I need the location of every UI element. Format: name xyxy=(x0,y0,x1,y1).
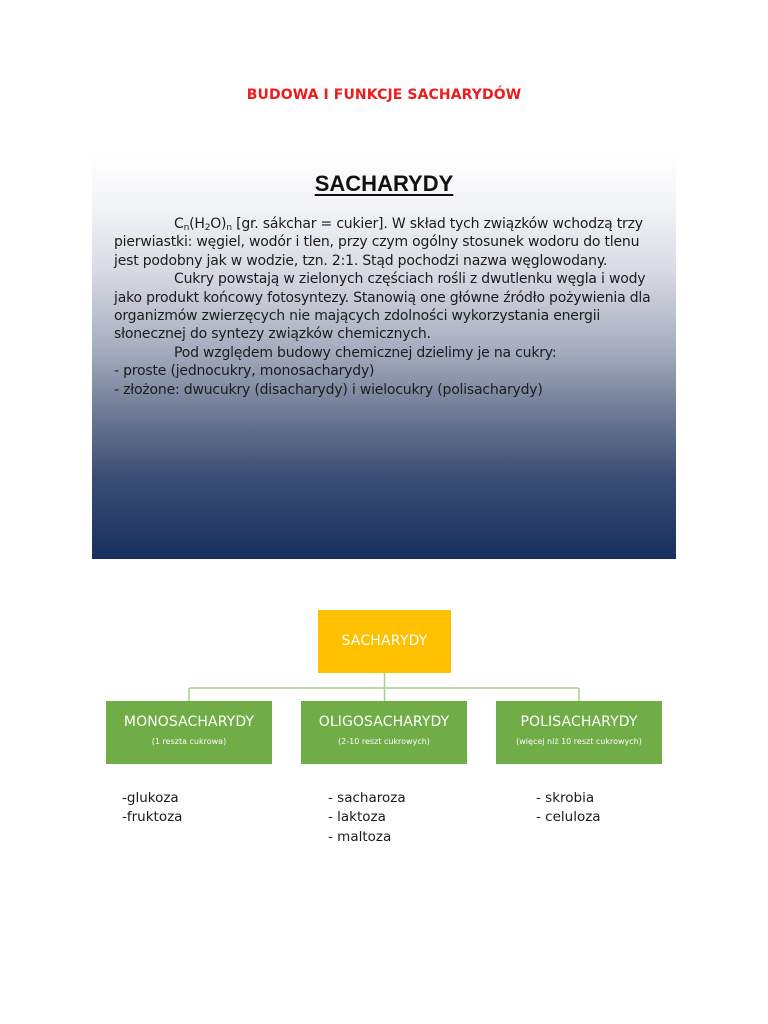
chart-node-oligosacharydy xyxy=(301,701,467,764)
node-label: MONOSACHARYDY xyxy=(123,714,255,730)
chart-node-monosacharydy xyxy=(106,701,272,764)
chemical-formula xyxy=(174,216,232,232)
examples-monosacharydy xyxy=(122,789,182,828)
example-item: -fruktoza xyxy=(122,809,183,826)
chart-root-node: SACHARYDY xyxy=(318,610,451,673)
formula-subscript: 2 xyxy=(204,223,211,233)
slide-paragraph-3: Pod względem budowy chemicznej dzielimy je na cukry: xyxy=(174,344,557,361)
node-sublabel: (2-10 reszt cukrowych) xyxy=(338,737,430,746)
slide-paragraph-1 xyxy=(114,215,662,270)
formula-subscript: n xyxy=(183,223,190,233)
formula-subscript: n xyxy=(226,223,232,233)
formula-part: (H xyxy=(189,216,205,232)
formula-part: O) xyxy=(210,216,227,232)
example-item: -glukoza xyxy=(122,790,179,806)
chart-node-polisacharydy xyxy=(496,701,662,764)
slide-heading: SACHARYDY xyxy=(314,171,454,196)
example-item: - celuloza xyxy=(536,809,601,826)
formula-part: C xyxy=(174,216,184,232)
paragraph-1-text: [gr. sákchar = cukier]. W skład tych związków wchodzą trzy pierwiastki: węgiel, wodór i tlen, przy czym ogólny stosunek wodoru do tlenu jest podobny jak w wodzie, tzn. 2:1. Stąd pochodzi nazwa węglowodany. xyxy=(114,216,643,269)
node-sublabel: (więcej niż 10 reszt cukrowych) xyxy=(516,737,642,746)
definition-slide xyxy=(92,152,676,559)
document-title: BUDOWA I FUNKCJE SACHARYDÓW xyxy=(246,87,522,103)
example-item: - maltoza xyxy=(328,828,392,845)
node-label: POLISACHARYDY xyxy=(520,714,638,730)
slide-list-item: - proste (jednocukry, monosacharydy) xyxy=(114,363,375,380)
examples-oligosacharydy xyxy=(328,789,406,847)
example-item: - skrobia xyxy=(536,790,595,806)
slide-list-item: - złożone: dwucukry (disacharydy) i wielocukry (polisacharydy) xyxy=(114,381,543,398)
node-label: OLIGOSACHARYDY xyxy=(318,714,450,730)
slide-paragraph-2: Cukry powstają w zielonych częściach rośli z dwutlenku węgla i wody jako produkt końcowy fotosyntezy. Stanowią one główne źródło pożywienia dla organizmów zwierzęcych nie mających zdolności wykorzystania energii słonecznej do syntezy związków chemicznych. xyxy=(114,271,651,343)
slide-body xyxy=(114,215,662,399)
example-item: - laktoza xyxy=(328,809,386,826)
examples-polisacharydy xyxy=(536,789,601,828)
example-item: - sacharoza xyxy=(328,790,406,806)
node-sublabel: (1 reszta cukrowa) xyxy=(151,737,227,746)
